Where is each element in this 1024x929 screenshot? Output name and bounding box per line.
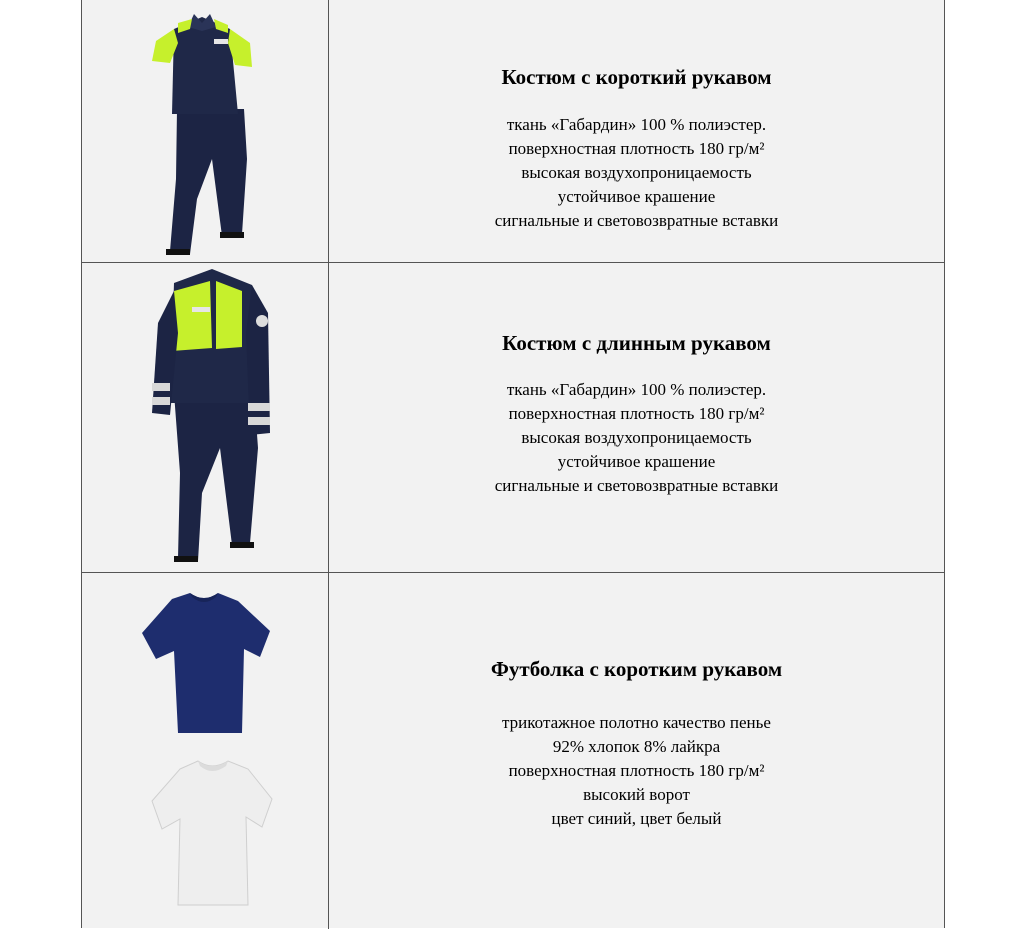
spec-line: высокая воздухопроницаемость xyxy=(521,428,752,447)
product-text-cell xyxy=(329,0,944,262)
product-text-cell xyxy=(329,263,944,572)
spec-line: поверхностная плотность 180 гр/м² xyxy=(508,404,765,423)
spec-line: ткань «Габардин» 100 % полиэстер. xyxy=(506,115,767,134)
spec-line: сигнальные и световозвратные вставки xyxy=(494,211,779,230)
product-specs xyxy=(329,711,944,831)
product-title: Костюм с короткий рукавом xyxy=(501,65,772,89)
tshirt-icon xyxy=(82,573,328,929)
product-image-cell xyxy=(82,0,329,262)
product-row-short-sleeve-suit xyxy=(82,0,944,263)
short-sleeve-uniform-icon xyxy=(82,0,328,262)
product-row-tshirt xyxy=(82,573,944,929)
spec-line: устойчивое крашение xyxy=(557,452,716,471)
product-specs xyxy=(329,378,944,498)
spec-line: высокий ворот xyxy=(583,785,690,804)
product-row-long-sleeve-suit xyxy=(82,263,944,573)
product-image-cell xyxy=(82,263,329,572)
long-sleeve-uniform-icon xyxy=(82,263,328,572)
spec-line: высокая воздухопроницаемость xyxy=(521,163,752,182)
spec-line: цвет синий, цвет белый xyxy=(551,809,722,828)
spec-line: поверхностная плотность 180 гр/м² xyxy=(508,139,765,158)
product-table xyxy=(81,0,945,928)
product-image-cell xyxy=(82,573,329,929)
spec-line: ткань «Габардин» 100 % полиэстер. xyxy=(506,380,767,399)
product-text-cell xyxy=(329,573,944,929)
product-specs xyxy=(329,113,944,233)
product-title: Костюм с длинным рукавом xyxy=(502,331,771,355)
spec-line: сигнальные и световозвратные вставки xyxy=(494,476,779,495)
spec-line: поверхностная плотность 180 гр/м² xyxy=(508,761,765,780)
spec-line: устойчивое крашение xyxy=(557,187,716,206)
spec-line: 92% хлопок 8% лайкра xyxy=(552,737,721,756)
product-title: Футболка с коротким рукавом xyxy=(490,657,783,681)
spec-line: трикотажное полотно качество пенье xyxy=(502,713,771,732)
